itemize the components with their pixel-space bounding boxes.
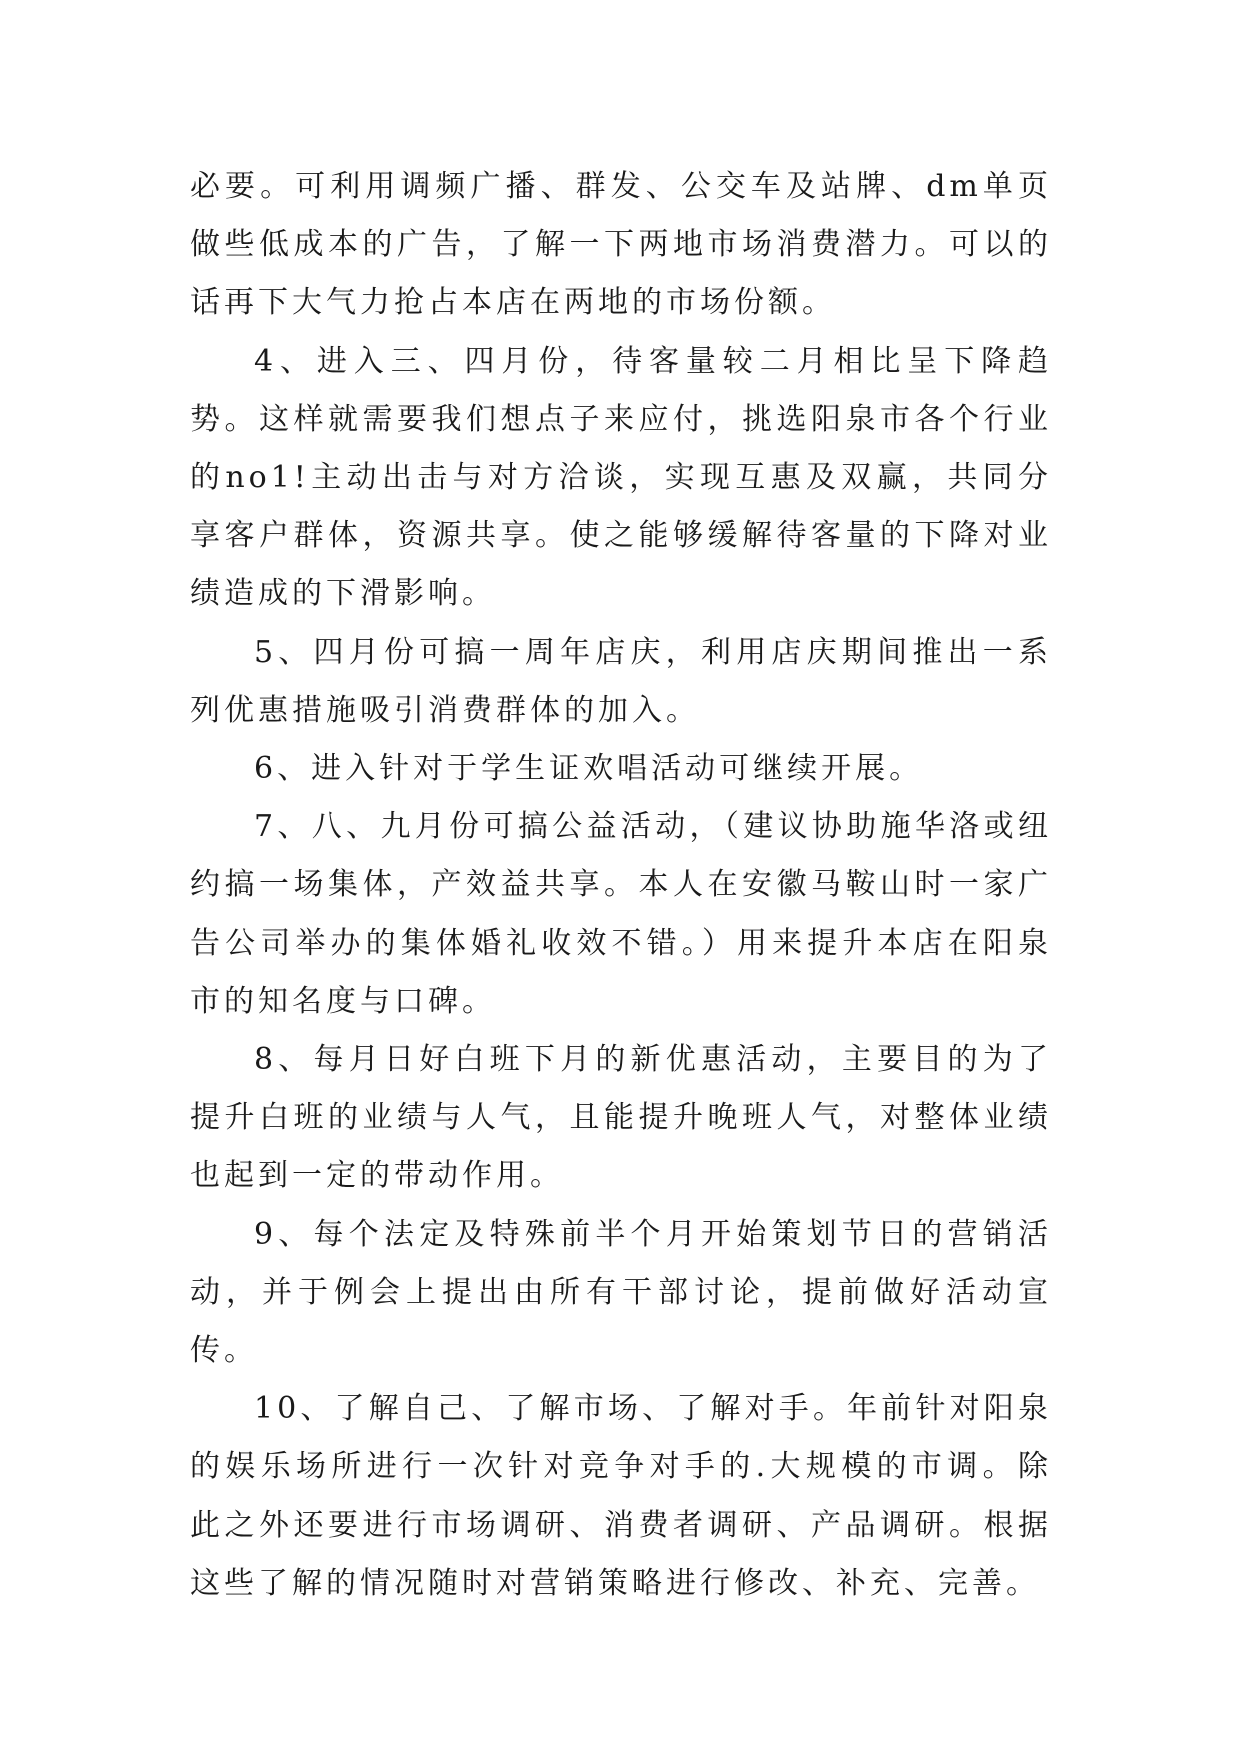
paragraph-2: 4、进入三、四月份，待客量较二月相比呈下降趋势。这样就需要我们想点子来应付，挑选阳泉市各个行业的no1!主动出击与对方洽谈，实现互惠及双赢，共同分享客户群体，资源共享。使之能够缓解待客量的下降对业绩造成的下滑影响。 [190,343,1052,612]
paragraph-3: 5、四月份可搞一周年店庆，利用店庆期间推出一系列优惠措施吸引消费群体的加入。 [190,634,1052,728]
paragraph-8: 10、了解自己、了解市场、了解对手。年前针对阳泉的娱乐场所进行一次针对竞争对手的.大规模的市调。除此之外还要进行市场调研、消费者调研、产品调研。根据这些了解的情况随时对营销策略进行修改、补充、完善。 [190,1391,1052,1601]
paragraph-1: 必要。可利用调频广播、群发、公交车及站牌、dm单页做些低成本的广告，了解一下两地市场消费潜力。可以的话再下大气力抢占本店在两地的市场份额。 [190,169,1052,321]
paragraph-6: 8、每月日好白班下月的新优惠活动，主要目的为了提升白班的业绩与人气，且能提升晚班人气，对整体业绩也起到一定的带动作用。 [190,1042,1052,1194]
document-body [190,158,1052,1613]
paragraph-7: 9、每个法定及特殊前半个月开始策划节日的营销活动，并于例会上提出由所有干部讨论，提前做好活动宣传。 [190,1216,1052,1369]
paragraph-4: 6、进入针对于学生证欢唱活动可继续开展。 [254,751,924,787]
paragraph-5: 7、八、九月份可搞公益活动，（建议协助施华洛或纽约搞一场集体，产效益共享。本人在安徽马鞍山时一家广告公司举办的集体婚礼收效不错。）用来提升本店在阳泉市的知名度与口碑。 [190,809,1052,1019]
